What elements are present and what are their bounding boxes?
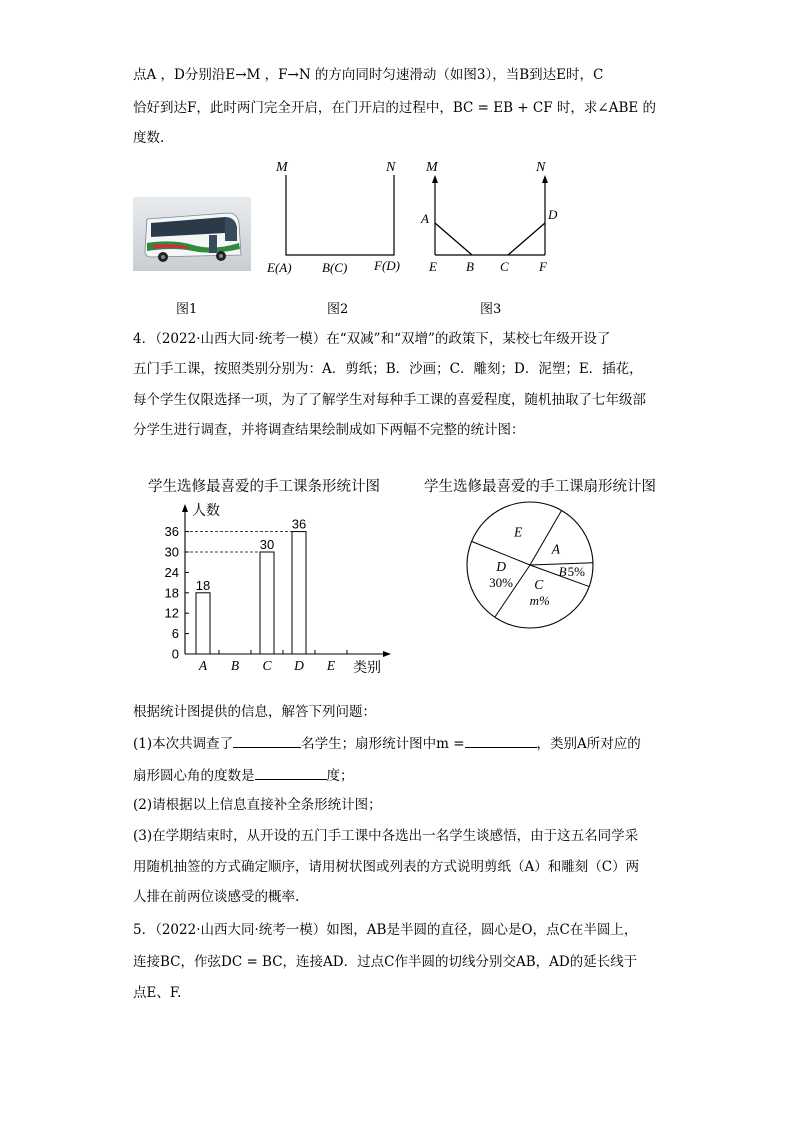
q5-line-1: 5．（2022·山西大同·统考一模）如图，AB是半圆的直径，圆心是O，点C在半圆上， (133, 922, 638, 938)
answer-blank-2[interactable] (465, 733, 537, 748)
y-tick-label: 24 (164, 564, 179, 580)
caption-fig-3: 图3 (480, 302, 502, 317)
pie-label-B: B (558, 564, 567, 580)
q4-line-2: 五门手工课，按照类别分别为：A．剪纸；B．沙画；C．雕刻；D．泥塑；E．插花， (133, 361, 643, 377)
q4-line-4: 分学生进行调查，并将调查结果绘制成如下两幅不完整的统计图： (133, 422, 525, 438)
door-frame-line (286, 175, 394, 255)
y-axis-arrow-icon (182, 504, 188, 512)
intro-line-2: 恰好到达F，此时两门完全开启，在门开启的过程中，BC = EB + CF 时，求∠ABE 的 (133, 100, 657, 116)
bar-chart-ylabel: 人数 (192, 502, 220, 518)
q5-line-3: 点E、F. (133, 985, 182, 1001)
x-tick-label: E (326, 658, 336, 673)
pie-value-B: 5% (567, 564, 585, 580)
pie-label-D: D (496, 558, 506, 574)
figure-2 (262, 155, 412, 280)
q1-part-c: ，类别A所对应的 (536, 736, 641, 752)
bar-D (292, 532, 306, 654)
fig3-label-f: F (539, 259, 547, 274)
q4-line-3: 每个学生仅限选择一项，为了了解学生对每种手工课的喜爱程度，随机抽取了七年级部 (133, 392, 646, 408)
y-tick-label: 0 (171, 646, 179, 662)
y-tick-label: 18 (164, 585, 179, 601)
y-tick-label: 30 (164, 544, 179, 560)
fig2-label-n: N (386, 160, 396, 175)
intro-line-3: 度数. (133, 130, 165, 146)
bar-C (260, 552, 274, 654)
fig3-label-m: M (426, 160, 438, 175)
y-tick-label: 6 (171, 626, 179, 642)
fig2-label-m: M (276, 160, 288, 175)
q1-part-d: 扇形圆心角的度数是 (133, 768, 255, 784)
bar-value-label: 36 (291, 516, 307, 532)
bar-chart-title: 学生选修最喜爱的手工课条形统计图 (148, 479, 380, 495)
fig3-label-d: D (548, 207, 558, 222)
x-axis-arrow-icon (383, 651, 391, 657)
q1-part-b: 名学生；扇形统计图中m = (301, 736, 465, 752)
questions-intro: 根据统计图提供的信息，解答下列问题： (133, 704, 376, 720)
fig2-label-fd: F(D) (374, 258, 400, 273)
y-tick-label: 12 (164, 605, 179, 621)
bar-chart (140, 470, 400, 680)
pie-label-C: C (534, 576, 544, 592)
q3-line-3: 人排在前两位谈感受的概率. (133, 889, 300, 905)
q5-line-2: 连接BC，作弦DC = BC，连接AD．过点C作半圆的切线分别交AB，AD的延长线于 (133, 954, 638, 970)
bar-A (196, 593, 210, 654)
q3-line-2: 用随机抽签的方式确定顺序，请用树状图或列表的方式说明剪纸（A）和雕刻（C）两 (133, 859, 640, 875)
x-tick-label: C (262, 658, 272, 673)
bar-value-label: 30 (259, 537, 275, 552)
fig2-label-bc: B(C) (322, 260, 348, 275)
caption-fig-2: 图2 (327, 302, 349, 317)
answer-blank-1[interactable] (233, 733, 301, 748)
q3-line-1: (3)在学期结束时，从开设的五门手工课中各选出一名学生谈感悟，由于这五名同学采 (133, 828, 639, 844)
pie-value-D: 30% (489, 574, 514, 590)
fig3-label-c: C (500, 259, 509, 274)
fig3-label-a: A (421, 211, 429, 226)
fig3-label-n: N (536, 160, 546, 175)
x-tick-label: B (230, 658, 240, 673)
y-tick-label: 36 (164, 524, 179, 540)
q1-part-e: 度； (326, 768, 354, 784)
arrow-up-icon (432, 175, 438, 183)
q1-part-a: (1)本次共调查了 (133, 736, 234, 752)
door-ab-line (435, 223, 472, 255)
q1-line (133, 733, 641, 753)
arrow-up-icon (542, 175, 548, 183)
bus-icon (145, 213, 241, 262)
x-tick-label: A (198, 658, 208, 673)
figure-3 (420, 155, 560, 280)
pie-chart-title: 学生选修最喜爱的手工课扇形统计图 (424, 479, 656, 495)
pie-value-C: m% (529, 592, 550, 608)
bar-value-label: 18 (195, 577, 211, 593)
fig3-label-e: E (429, 259, 437, 274)
bar-chart-xlabel: 类别 (353, 659, 381, 675)
pie-label-E: E (514, 524, 523, 540)
q2-line: (2)请根据以上信息直接补全条形统计图； (133, 797, 382, 813)
intro-line-1: 点A ，D分别沿E→M ，F→N 的方向同时匀速滑动（如图3），当B到达E时，C (133, 67, 604, 83)
answer-blank-3[interactable] (255, 765, 327, 780)
pie-label-A: A (551, 541, 561, 557)
x-tick-label: D (294, 658, 304, 673)
fig3-label-b: B (466, 259, 474, 274)
q1-line-2 (133, 765, 354, 785)
q4-line-1: 4．（2022·山西大同·统考一模）在“双减”和“双增”的政策下，某校七年级开设了 (133, 331, 611, 347)
pie-chart (420, 470, 680, 640)
caption-fig-1: 图1 (176, 302, 198, 317)
fig2-label-ea: E(A) (267, 260, 292, 275)
bus-figure (133, 197, 251, 271)
door-cd-line (508, 223, 545, 255)
